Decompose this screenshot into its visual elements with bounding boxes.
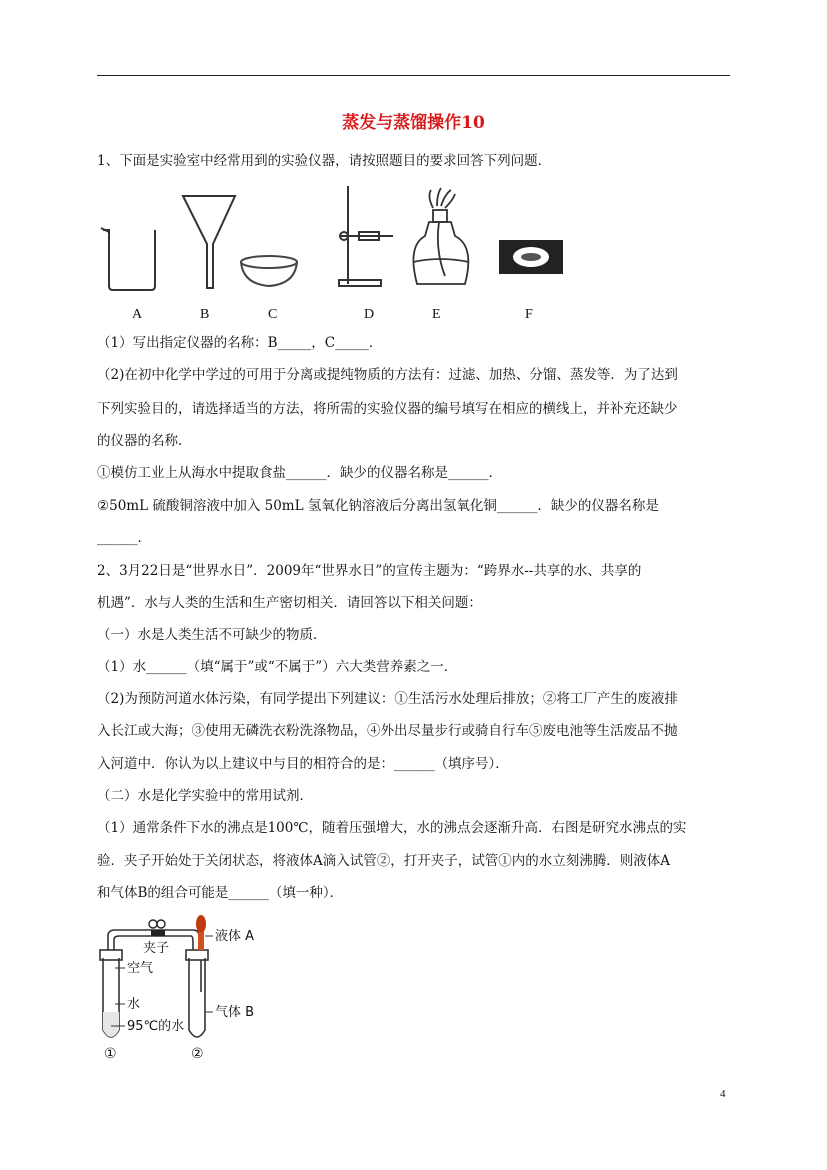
q2-part2: （二）水是化学实验中的常用试剂．: [97, 788, 313, 804]
page-number: 4: [720, 1088, 726, 1100]
q2-p1-item1: （1）水______（填“属于”或“不属于”）六大类营养素之一．: [97, 659, 458, 675]
q2-p1-item2-line2: 入长江或大海；③使用无磷洗衣粉洗涤物品，④外出尽量步行或骑自行车⑤废电池等生活废品不抛: [97, 723, 678, 739]
alcohol-lamp-icon: [413, 188, 469, 284]
label-water95: 95℃的水: [127, 1019, 185, 1034]
q1-sub2-line2: 下列实验目的，请选择适当的方法，将所需的实验仪器的编号填写在相应的横线上，并补充还缺少: [97, 401, 678, 417]
page-title: 蒸发与蒸馏操作10: [342, 113, 485, 133]
label-tube1: ①: [104, 1046, 117, 1062]
evaporating-dish-icon: [241, 256, 297, 286]
q1-sub2-line1: （2)在初中化学中学过的可用于分离或提纯物质的方法有：过滤、加热、分馏、蒸发等．为了达到: [97, 367, 678, 383]
q2-p2-item1-line1: （1）通常条件下水的沸点是100℃，随着压强增大，水的沸点会逐渐升高．右图是研究水沸点的实: [97, 820, 687, 836]
fig-label-a: A: [132, 307, 143, 322]
boiling-experiment-figure: [95, 912, 295, 1062]
fig-label-b: B: [200, 307, 210, 322]
q2-p2-item1-line3: 和气体B的组合可能是______（填一种）．: [97, 885, 344, 901]
funnel-icon: [183, 196, 235, 288]
beaker-icon: [101, 228, 155, 290]
q1-item2-line2: ______．: [97, 530, 151, 546]
fig-label-f: F: [525, 307, 533, 322]
q1-sub1: （1）写出指定仪器的名称：B_____，C_____．: [97, 335, 383, 351]
q2-p1-item2-line3: 入河道中．你认为以上建议中与目的相符合的是：______（填序号）．: [97, 756, 509, 772]
q2-p1-item2-line1: （2)为预防河道水体污染，有同学提出下列建议：①生活污水处理后排放；②将工厂产生的废液排: [97, 691, 678, 707]
label-gas-b: 气体 B: [215, 1005, 255, 1020]
header-rule: [97, 75, 730, 76]
q2-line2: 机遇”．水与人类的生活和生产密切相关．请回答以下相关问题：: [97, 595, 482, 611]
fig-label-c: C: [268, 307, 278, 322]
gauze-icon: [499, 240, 563, 274]
fig-label-e: E: [432, 307, 441, 322]
q1-item2-line1: ②50mL 硫酸铜溶液中加入 50mL 氢氧化钠溶液后分离出氢氧化铜______．缺少的仪器名称是: [97, 498, 659, 514]
label-air: 空气: [127, 961, 154, 976]
q2-line1: 2、3月22日是“世界水日”．2009年“世界水日”的宣传主题为：“跨界水--共享的水、共享的: [97, 563, 642, 579]
q2-p2-item1-line2: 验．夹子开始处于关闭状态，将液体A滴入试管②，打开夹子，试管①内的水立刻沸腾．则液体A: [97, 853, 670, 869]
clamp-icon: [149, 920, 165, 936]
label-liquid-a: 液体 A: [215, 929, 255, 944]
q1-sub2-line3: 的仪器的名称．: [97, 433, 192, 449]
q1-stem: 1、下面是实验室中经常用到的实验仪器，请按照题目的要求回答下列问题．: [97, 153, 552, 169]
q1-apparatus-figure: [95, 180, 595, 302]
label-tube2: ②: [191, 1046, 204, 1062]
label-water: 水: [127, 997, 141, 1012]
q1-item1: ①模仿工业上从海水中提取食盐______．缺少的仪器名称是______．: [97, 465, 502, 481]
label-clamp: 夹子: [143, 941, 170, 956]
fig-label-d: D: [364, 307, 375, 322]
q2-part1: （一）水是人类生活不可缺少的物质．: [97, 627, 327, 643]
iron-stand-icon: [339, 186, 393, 286]
